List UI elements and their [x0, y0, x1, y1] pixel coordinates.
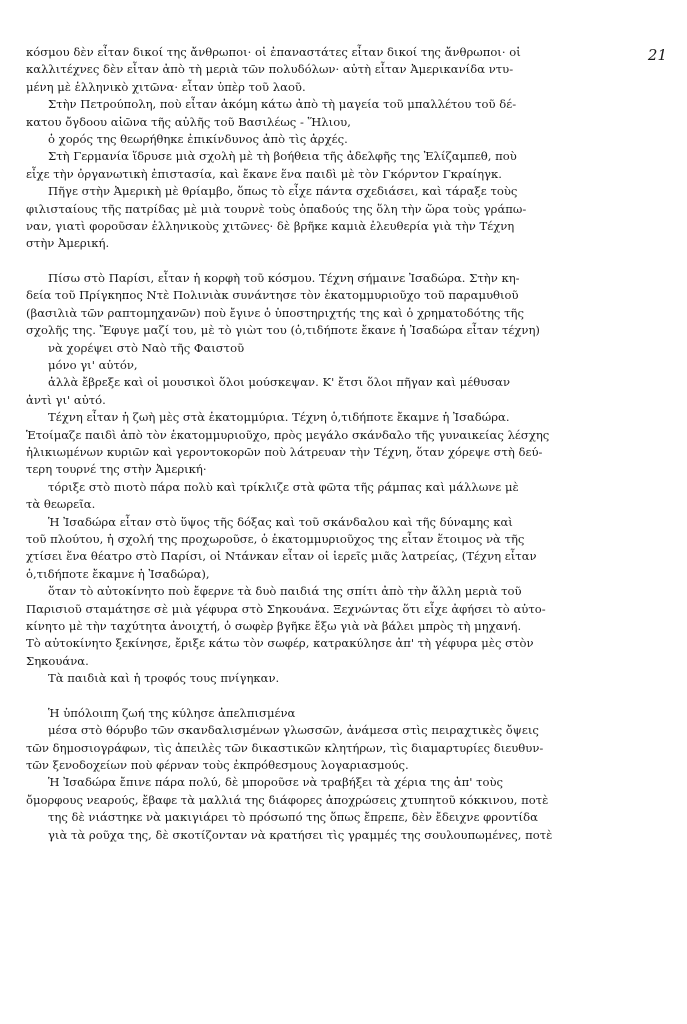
- text-line: νὰ χορέψει στὸ Ναὸ τῆς Φαιστοῦ: [48, 340, 245, 355]
- text-body: [26, 44, 647, 844]
- text-line: Ἡ Ἰσαδώρα ἔπινε πάρα πολύ, δὲ μποροῦσε νὰ τραβήξει τὰ χέρια της ἀπ' τοὺς: [48, 775, 504, 790]
- text-line: χτίσει ἕνα θέατρο στὸ Παρίσι, οἱ Ντάνκαν εἶταν οἱ ἱερεῖς μιᾶς λατρείας, (Τέχνη εἶταν: [26, 549, 537, 564]
- text-line: (βασιλιὰ τῶν ραπτομηχανῶν) ποὺ ἔγινε ὁ ὑποστηριχτής της καὶ ὁ χρηματοδότης τῆς: [26, 305, 524, 320]
- text-line: ἀντὶ γι' αὐτό.: [26, 392, 106, 407]
- text-line: της δὲ νιάστηκε νὰ μακιγιάρει τὸ πρόσωπό της ὅπως ἔπρεπε, δὲν ἔδειχνε φροντίδα: [48, 810, 538, 825]
- text-line: Ἡ Ἰσαδώρα εἶταν στὸ ὕψος τῆς δόξας καὶ τοῦ σκάνδαλου καὶ τῆς δύναμης καὶ: [48, 514, 513, 529]
- text-line: σχολῆς της. Ἔφυγε μαζί του, μὲ τὸ γιὼτ του (ὁ,τιδήποτε ἔκανε ἡ Ἰσαδώρα εἶταν τέχνη): [26, 323, 540, 338]
- text-line: τῶν δημοσιογράφων, τὶς ἀπειλὲς τῶν δικαστικῶν κλητήρων, τὶς διαμαρτυρίες διευθυν-: [26, 740, 544, 755]
- text-line: ναν, γιατὶ φοροῦσαν ἑλληνικοὺς χιτῶνες· δὲ βρῆκε καμιὰ ἐλευθερία γιὰ τὴν Τέχνη: [26, 218, 515, 233]
- text-line: τερη τουρνέ της στὴν Ἀμερική·: [26, 462, 207, 477]
- text-line: γιὰ τὰ ροῦχα της, δὲ σκοτίζονταν νὰ κρατήσει τὶς γραμμές της σουλουπωμένες, ποτὲ: [48, 827, 553, 842]
- page-number: 21: [647, 46, 667, 64]
- paragraph-gap: [26, 687, 647, 704]
- paragraph-gap: [26, 253, 647, 270]
- text-line: Στὴν Πετρούπολη, ποὺ εἶταν ἀκόμη κάτω ἀπὸ τὴ μαγεία τοῦ μπαλλέτου τοῦ δέ-: [48, 97, 517, 112]
- text-line: ὁ χορός της θεωρήθηκε ἐπικίνδυνος ἀπὸ τὶς ἀρχές.: [48, 131, 348, 146]
- text-line: φιλισταίους τῆς πατρίδας μὲ μιὰ τουρνὲ τοὺς ὀπαδούς της ὅλη τὴν ὥρα τοὺς γράπω-: [26, 201, 527, 216]
- text-line: Στὴ Γερμανία ἵδρυσε μιὰ σχολὴ μὲ τὴ βοήθεια τῆς ἀδελφῆς της Ἐλίζαμπεθ, ποὺ: [48, 149, 517, 164]
- text-line: Ἑτοίμαζε παιδὶ ἀπὸ τὸν ἑκατομμυριοῦχο, πρὸς μεγάλο σκάνδαλο τῆς γυναικείας λέσχης: [26, 427, 550, 442]
- text-line: δεία τοῦ Πρίγκηπος Ντὲ Πολινιὰκ συνάντησε τὸν ἑκατομμυριοῦχο τοῦ παραμυθιοῦ: [26, 288, 519, 303]
- text-line: τῶν ξενοδοχείων ποὺ φέρναν τοὺς ἐκπρόθεσμους λογαριασμούς.: [26, 758, 409, 773]
- text-line: μέσα στὸ θόρυβο τῶν σκανδαλισμένων γλωσσῶν, ἀνάμεσα στὶς πειραχτικὲς ὄψεις: [48, 723, 539, 738]
- text-line: στὴν Ἀμερική.: [26, 236, 110, 251]
- text-line: μένη μὲ ἑλληνικὸ χιτῶνα· εἶταν ὑπὲρ τοῦ λαοῦ.: [26, 79, 306, 94]
- text-line: Πίσω στὸ Παρίσι, εἶταν ἡ κορφὴ τοῦ κόσμου. Τέχνη σήμαινε Ἰσαδώρα. Στὴν κη-: [48, 271, 520, 286]
- text-line: Τέχνη εἶταν ἡ ζωὴ μὲς στὰ ἑκατομμύρια. Τέχνη ὁ,τιδήποτε ἔκαμνε ἡ Ἰσαδώρα.: [48, 410, 510, 425]
- text-line: εἶχε τὴν ὀργανωτικὴ ἐπιστασία, καὶ ἔκανε ἕνα παιδὶ μὲ τὸν Γκόρντον Γκραίηγκ.: [26, 166, 502, 181]
- text-line: Σηκουάνα.: [26, 653, 89, 668]
- text-line: Τὸ αὐτοκίνητο ξεκίνησε, ἔριξε κάτω τὸν σωφέρ, κατρακύλησε ἀπ' τὴ γέφυρα μὲς στὸν: [26, 636, 534, 651]
- text-line: καλλιτέχνες δὲν εἶταν ἀπὸ τὴ μεριὰ τῶν πολυδόλων· αὐτὴ εἶταν Ἀμερικανίδα ντυ-: [26, 62, 514, 77]
- text-line: Τὰ παιδιὰ καὶ ἡ τροφός τους πνίγηκαν.: [48, 671, 280, 686]
- text-line: τὰ θεωρεῖα.: [26, 497, 96, 512]
- text-line: ὄμορφους νεαρούς, ἔβαφε τὰ μαλλιά της διάφορες ἀποχρώσεις χτυπητοῦ κόκκινου, ποτὲ: [26, 792, 549, 807]
- text-line: Πῆγε στὴν Ἀμερικὴ μὲ θρίαμβο, ὅπως τὸ εἶχε πάντα σχεδιάσει, καὶ τάραξε τοὺς: [48, 184, 518, 199]
- text-line: κίνητο μὲ τὴν ταχύτητα ἀνοιχτή, ὁ σωφὲρ βγῆκε ἔξω γιὰ νὰ βάλει μπρὸς τὴ μηχανή.: [26, 618, 522, 633]
- text-line: τόριξε στὸ πιοτὸ πάρα πολὺ καὶ τρίκλιζε στὰ φῶτα τῆς ράμπας καὶ μάλλωνε μὲ: [48, 479, 519, 494]
- text-line: ὅταν τὸ αὐτοκίνητο ποὺ ἔφερνε τὰ δυὸ παιδιά της σπίτι ἀπὸ τὴν ἄλλη μεριὰ τοῦ: [48, 584, 522, 599]
- text-line: κόσμου δὲν εἶταν δικοί της ἄνθρωποι· οἱ ἐπαναστάτες εἶταν δικοί της ἄνθρωποι· οἱ: [26, 45, 521, 59]
- text-line: τοῦ πλούτου, ἡ σχολή της προχωροῦσε, ὁ ἑκατομμυριοῦχος της εἶταν ἕτοιμος νὰ τῆς: [26, 531, 525, 546]
- text-line: Ἡ ὑπόλοιπη ζωή της κύλησε ἀπελπισμένα: [48, 705, 296, 720]
- text-line: ἡλικιωμένων κυριῶν καὶ γεροντοκορῶν ποὺ λάτρευαν τὴν Τέχνη, ὅταν χόρεψε στὴ δεύ-: [26, 444, 543, 459]
- text-line: ἀλλὰ ἔβρεξε καὶ οἱ μουσικοὶ ὅλοι μούσκεψαν. Κ' ἔτσι ὅλοι πῆγαν καὶ μέθυσαν: [48, 375, 511, 390]
- text-line: κατου ὄγδοου αἰῶνα τῆς αὐλῆς τοῦ Βασιλέως - Ἥλιου,: [26, 114, 351, 129]
- text-line: Παρισιοῦ σταμάτησε σὲ μιὰ γέφυρα στὸ Σηκουάνα. Ξεχνώντας ὅτι εἶχε ἀφήσει τὸ αὐτο-: [26, 601, 546, 616]
- text-line: ὁ,τιδήποτε ἔκαμνε ἡ Ἰσαδώρα),: [26, 566, 210, 581]
- text-line: μόνο γι' αὐτόν,: [48, 358, 138, 373]
